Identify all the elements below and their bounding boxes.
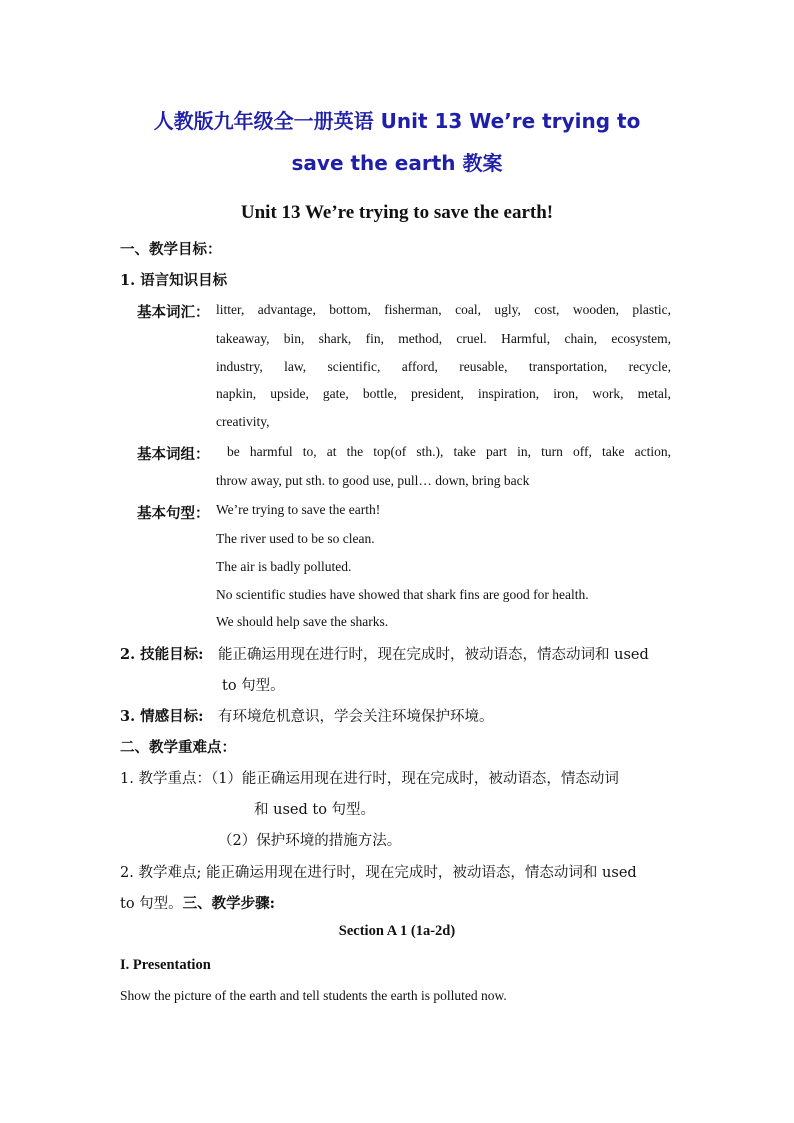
section3-heading: 三、教学步骤: bbox=[182, 895, 276, 912]
key-points-line: 和 used to 句型。 bbox=[254, 802, 376, 818]
phrase-line: be harmful to, at the top(of sth.), take part in, turn off, take action, bbox=[227, 444, 671, 459]
section2-heading: 二、教学重难点： bbox=[120, 739, 236, 756]
sentence-label: 基本句型： bbox=[137, 505, 210, 522]
vocab-label: 基本词汇： bbox=[137, 304, 210, 321]
sentence-line: We should help save the sharks. bbox=[216, 614, 389, 629]
skill-goals-text: 能正确运用现在进行时，现在完成时，被动语态，情态动词和 used bbox=[218, 647, 649, 663]
presentation-heading: I. Presentation bbox=[120, 957, 211, 973]
sentence-line: No scientific studies have showed that shark fins are good for health. bbox=[216, 587, 589, 602]
vocab-line: industry, law, scientific, afford, reusable, transportation, recycle, bbox=[216, 359, 671, 374]
vocab-line: takeaway, bin, shark, fin, method, cruel. Harmful, chain, ecosystem, bbox=[216, 331, 671, 346]
phrase-label: 基本词组： bbox=[137, 446, 210, 463]
skill-goals-text: to 句型。 bbox=[222, 678, 285, 694]
vocab-line: napkin, upside, gate, bottle, president, inspiration, iron, work, metal, bbox=[216, 386, 671, 401]
key-points-line: 1. 教学重点：（1）能正确运用现在进行时，现在完成时，被动语态，情态动词 bbox=[120, 771, 619, 787]
phrase-line: throw away, put sth. to good use, pull… down, bring back bbox=[216, 473, 530, 488]
language-goals-heading: 1. 语言知识目标 bbox=[120, 272, 228, 289]
difficult-points-line2 bbox=[120, 892, 275, 913]
emotion-goals-label: 3. 情感目标: bbox=[120, 708, 204, 725]
vocab-line: creativity, bbox=[216, 414, 270, 429]
difficult-points-line: 2. 教学难点; 能正确运用现在进行时，现在完成时，被动语态，情态动词和 used bbox=[120, 865, 637, 881]
difficult-points-text: to 句型。 bbox=[120, 896, 183, 912]
vocab-line: litter, advantage, bottom, fisherman, coal, ugly, cost, wooden, plastic, bbox=[216, 302, 671, 317]
key-points-line: （2）保护环境的措施方法。 bbox=[218, 833, 402, 849]
unit-subtitle: Unit 13 We’re trying to save the earth! bbox=[240, 202, 554, 223]
section1-heading: 一、教学目标： bbox=[120, 241, 222, 258]
section-a-title: Section A 1 (1a-2d) bbox=[338, 923, 456, 939]
skill-goals-label: 2. 技能目标: bbox=[120, 646, 204, 663]
emotion-goals-text: 有环境危机意识，学会关注环境保护环境。 bbox=[218, 709, 494, 725]
document-title-line1: 人教版九年级全一册英语 Unit 13 We’re trying to bbox=[153, 109, 641, 133]
sentence-line: The air is badly polluted. bbox=[216, 559, 352, 574]
sentence-line: We’re trying to save the earth! bbox=[216, 502, 381, 517]
presentation-text: Show the picture of the earth and tell students the earth is polluted now. bbox=[120, 988, 507, 1003]
document-title-line2: save the earth 教案 bbox=[291, 151, 503, 175]
sentence-line: The river used to be so clean. bbox=[216, 531, 375, 546]
